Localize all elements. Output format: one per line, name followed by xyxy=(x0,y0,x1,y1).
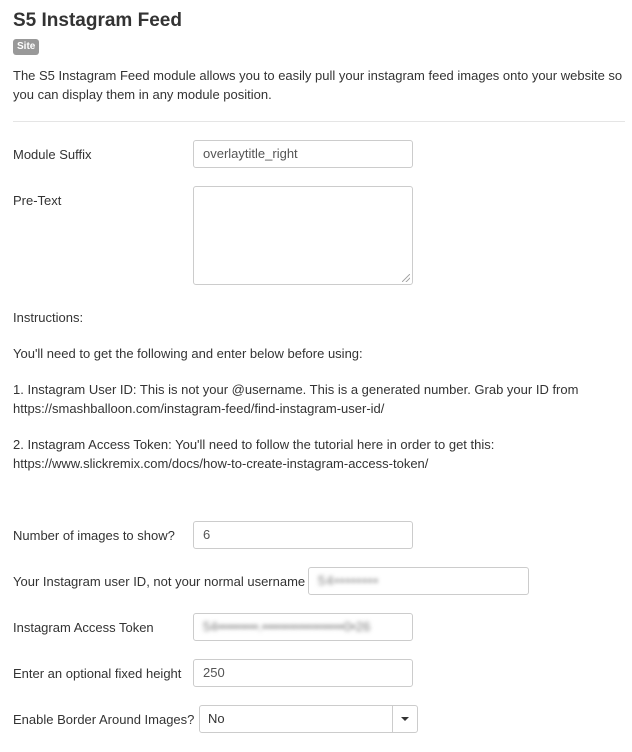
instructions-step1-text: 1. Instagram User ID: This is not your @username. This is a generated number. Grab your ID from xyxy=(13,382,579,397)
module-description: The S5 Instagram Feed module allows you to easily pull your instagram feed images onto your website so you can display them in any module position. xyxy=(13,68,623,102)
num-images-label: Number of images to show? xyxy=(13,528,175,543)
user-id-label: Your Instagram user ID, not your normal username xyxy=(13,574,306,589)
border-select[interactable] xyxy=(199,705,418,733)
access-token-input[interactable] xyxy=(193,613,413,641)
page-title: S5 Instagram Feed xyxy=(13,10,182,31)
pre-text-textarea[interactable] xyxy=(193,186,413,285)
fixed-height-input[interactable]: 250 xyxy=(193,659,413,687)
module-suffix-label: Module Suffix xyxy=(13,147,92,162)
instructions-step1-link: https://smashballoon.com/instagram-feed/find-instagram-user-id/ xyxy=(13,401,385,416)
instructions-intro: You'll need to get the following and enter below before using: xyxy=(13,346,363,361)
dropdown-toggle[interactable] xyxy=(392,706,417,732)
instructions-step2-text: 2. Instagram Access Token: You'll need to follow the tutorial here in order to get this: xyxy=(13,437,495,452)
instructions-heading: Instructions: xyxy=(13,310,84,325)
divider xyxy=(13,121,625,122)
access-token-value: 54•••••••••.••••••••••••••••••0•26 xyxy=(203,619,371,634)
border-label: Enable Border Around Images? xyxy=(13,712,195,727)
border-select-value: No xyxy=(208,711,225,726)
num-images-input[interactable]: 6 xyxy=(193,521,413,549)
fixed-height-label: Enter an optional fixed height xyxy=(13,666,182,681)
user-id-value: 54•••••••• xyxy=(318,573,379,588)
pre-text-label: Pre-Text xyxy=(13,193,62,208)
resize-grip-icon[interactable] xyxy=(402,274,410,282)
instructions-step2-link: https://www.slickremix.com/docs/how-to-create-instagram-access-token/ xyxy=(13,456,429,471)
site-badge: Site xyxy=(13,39,39,55)
chevron-down-icon xyxy=(401,717,409,721)
access-token-label: Instagram Access Token xyxy=(13,620,154,635)
module-suffix-input[interactable]: overlaytitle_right xyxy=(193,140,413,168)
user-id-input[interactable] xyxy=(308,567,529,595)
